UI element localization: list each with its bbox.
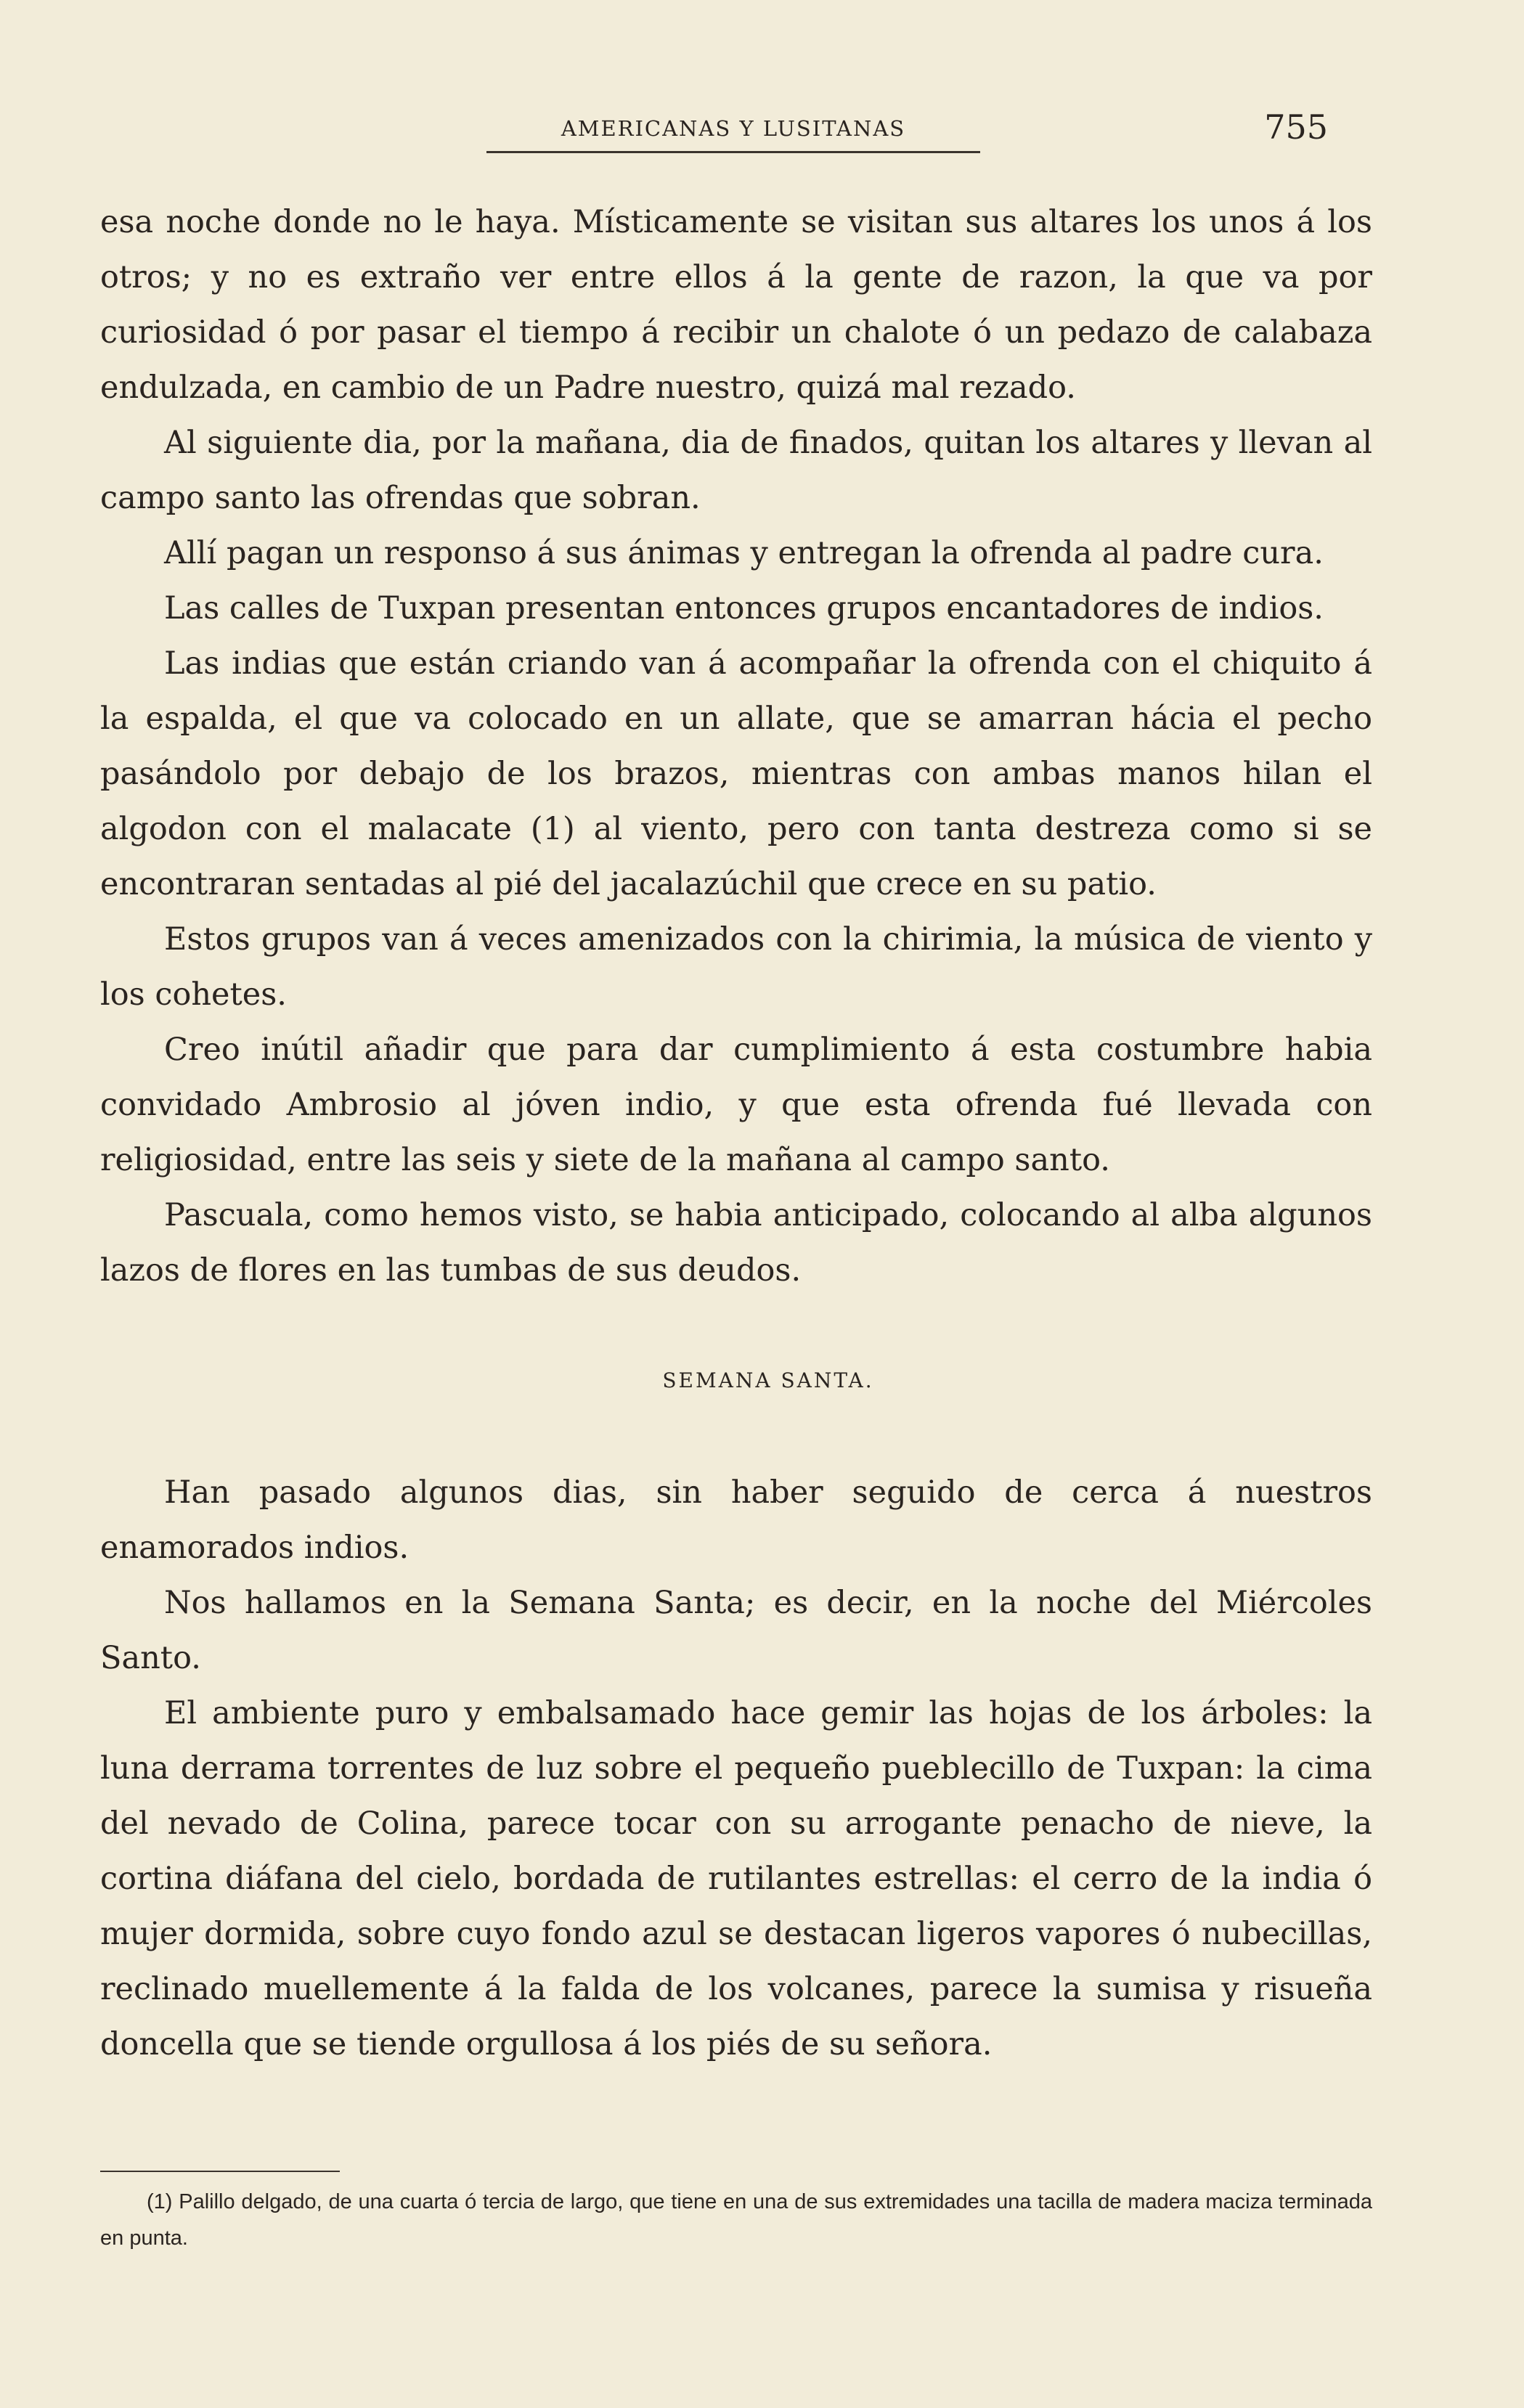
header-rule — [486, 151, 980, 153]
paragraph: Han pasado algunos dias, sin haber seguido de cerca á nuestros enamorados indios. — [100, 1474, 1372, 1566]
paragraph: esa noche donde no le haya. Místicamente se visitan sus altares los unos á los otros; y no es extraño ver entre ellos á la gente de razon, la que va por curiosidad ó por pasar el tiempo á recibir un chalote ó un pedazo de calabaza endulzada, en cambio de un Padre nuestro, quizá mal rezado. — [100, 204, 1372, 406]
paragraph: Creo inútil añadir que para dar cumplimiento á esta costumbre habia convidado Ambrosio al jóven indio, y que esta ofrenda fué llevada con religiosidad, entre las seis y siete de la mañana al campo santo. — [100, 1032, 1372, 1178]
paragraph: Estos grupos van á veces amenizados con la chirimia, la música de viento y los cohetes. — [100, 921, 1372, 1013]
footnote — [100, 2184, 1372, 2256]
running-title: AMERICANAS Y LUSITANAS — [561, 116, 906, 141]
section-title: SEMANA SANTA. — [662, 1368, 874, 1392]
paragraph: Las indias que están criando van á acompañar la ofrenda con el chiquito á la espalda, el que va colocado en un allate, que se amarran hácia el pecho pasándolo por debajo de los brazos, mientras con ambas manos hilan el algodon con el malacate (1) al viento, pero con tanta destreza como si se encontraran sentadas al pié del jacalazúchil que crece en su patio. — [100, 645, 1372, 902]
paragraph: Nos hallamos en la Semana Santa; es decir, en la noche del Miércoles Santo. — [100, 1585, 1372, 1676]
paragraph: Pascuala, como hemos visto, se habia anticipado, colocando al alba algunos lazos de flores en las tumbas de sus deudos. — [100, 1197, 1372, 1289]
footnote-marker: (1) — [147, 2190, 173, 2213]
paragraph: Allí pagan un responso á sus ánimas y entregan la ofrenda al padre cura. — [164, 535, 1324, 571]
paragraph: Al siguiente dia, por la mañana, dia de finados, quitan los altares y llevan al campo santo las ofrendas que sobran. — [100, 425, 1372, 516]
page-number: 755 — [1264, 107, 1328, 147]
paragraph: Las calles de Tuxpan presentan entonces grupos encantadores de indios. — [164, 590, 1324, 627]
footnote-text: Palillo delgado, de una cuarta ó tercia de largo, que tiene en una de sus extremidades una tacilla de madera maciza terminada en punta. — [100, 2190, 1372, 2250]
footnote-rule — [100, 2171, 340, 2172]
paragraph: El ambiente puro y embalsamado hace gemir las hojas de los árboles: la luna derrama torrentes de luz sobre el pequeño pueblecillo de Tuxpan: la cima del nevado de Colina, parece tocar con su arrogante penacho de nieve, la cortina diáfana del cielo, bordada de rutilantes estrellas: el cerro de la india ó mujer dormida, sobre cuyo fondo azul se destacan ligeros vapores ó nubecillas, reclinado muellemente á la falda de los volcanes, parece la sumisa y risueña doncella que se tiende orgullosa á los piés de su señora. — [100, 1695, 1372, 2062]
body-text — [100, 195, 1372, 2072]
